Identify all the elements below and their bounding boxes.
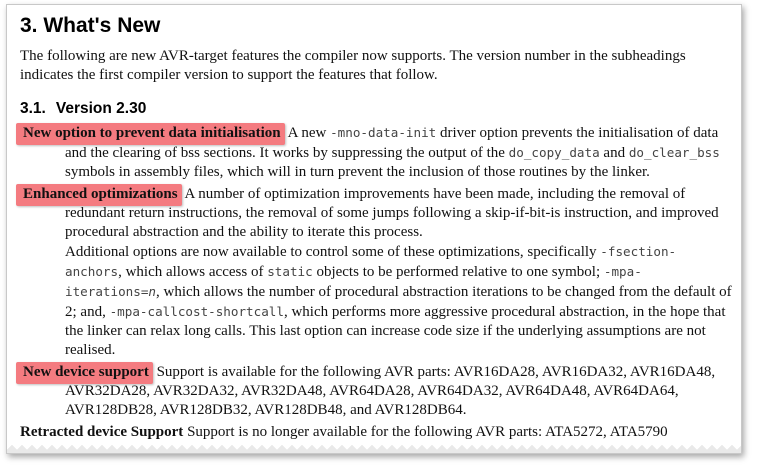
term-retracted: Retracted device Support <box>20 424 184 440</box>
torn-edge <box>7 443 741 453</box>
entry-data-init-paragraph: New option to prevent data initialisation A new -mno-data-init driver option prevents the initialisation of data and the clearing of bss sections. It works by suppressing the output of the do_copy_data and do_clear_bss symbols in assembly files, which will in turn prevent the inclusion of those routines by the linker. <box>65 123 732 182</box>
code-do-copy-data: do_copy_data <box>508 145 600 160</box>
document-content <box>20 13 732 442</box>
entry-data-init <box>20 123 732 182</box>
section-intro: The following are new AVR-target features the compiler now supports. The version number in the subheadings indicates the first compiler version to support the features that follow. <box>20 48 686 83</box>
entry-optimizations <box>20 185 732 360</box>
code-mno-data-init: -mno-data-init <box>330 125 437 140</box>
highlighted-term-optimizations: Enhanced optimizations <box>20 185 182 203</box>
code-mpa-callcost-shortcall: -mpa-callcost-shortcall <box>109 304 284 319</box>
entry-optimizations-options-paragraph: Additional options are now available to control some of these optimizations, specifically -fsection-anchors, which allows access of static objects to be performed relative to one symbol; -mpa-iterations=n, which allows the number of procedural abstraction iterations to be changed from the default of 2; and, -mpa-callcost-shortcall, which performs more aggressive procedural abstraction, in the hope that the linker can relax long calls. This last option can increase code size if the underlying assumptions are not realised. <box>65 244 732 358</box>
section-heading <box>20 13 732 39</box>
code-fsection-anchors: -fsection-anchors <box>65 244 677 279</box>
entry-device-support <box>20 363 732 420</box>
highlighted-term-device-support: New device support <box>20 363 153 381</box>
code-do-clear-bss: do_clear_bss <box>628 145 720 160</box>
document-page <box>6 4 742 454</box>
section-number: 3. <box>20 14 38 37</box>
subsection-title: Version 2.30 <box>55 100 147 117</box>
subsection-number: 3.1. <box>20 100 46 117</box>
entry-retracted-cut-off: Retracted device Support Support is no longer available for the following AVR parts: ATA5272, ATA5790 <box>20 424 668 440</box>
section-title: What's New <box>43 14 161 37</box>
entry-optimizations-paragraph: Enhanced optimizations A number of optimization improvements have been made, including the removal of redundant return instructions, the removal of some jumps following a skip-if-bit-is instruction, and improved procedural abstraction and the ability to iterate this process. <box>65 185 732 242</box>
subsection-heading <box>20 99 732 119</box>
entry-device-support-paragraph: New device support Support is available for the following AVR parts: AVR16DA28, AVR16DA32, AVR16DA48, AVR32DA28, AVR32DA32, AVR32DA48, AVR64DA28, AVR64DA32, AVR64DA48, AVR64DA64, AVR128DB28, AVR128DB32, AVR128DB48, and AVR128DB64. <box>65 363 732 420</box>
code-mpa-iterations: -mpa-iterations=n <box>65 264 642 299</box>
code-static: static <box>267 264 313 279</box>
highlighted-term-data-init: New option to prevent data initialisation <box>20 124 285 142</box>
